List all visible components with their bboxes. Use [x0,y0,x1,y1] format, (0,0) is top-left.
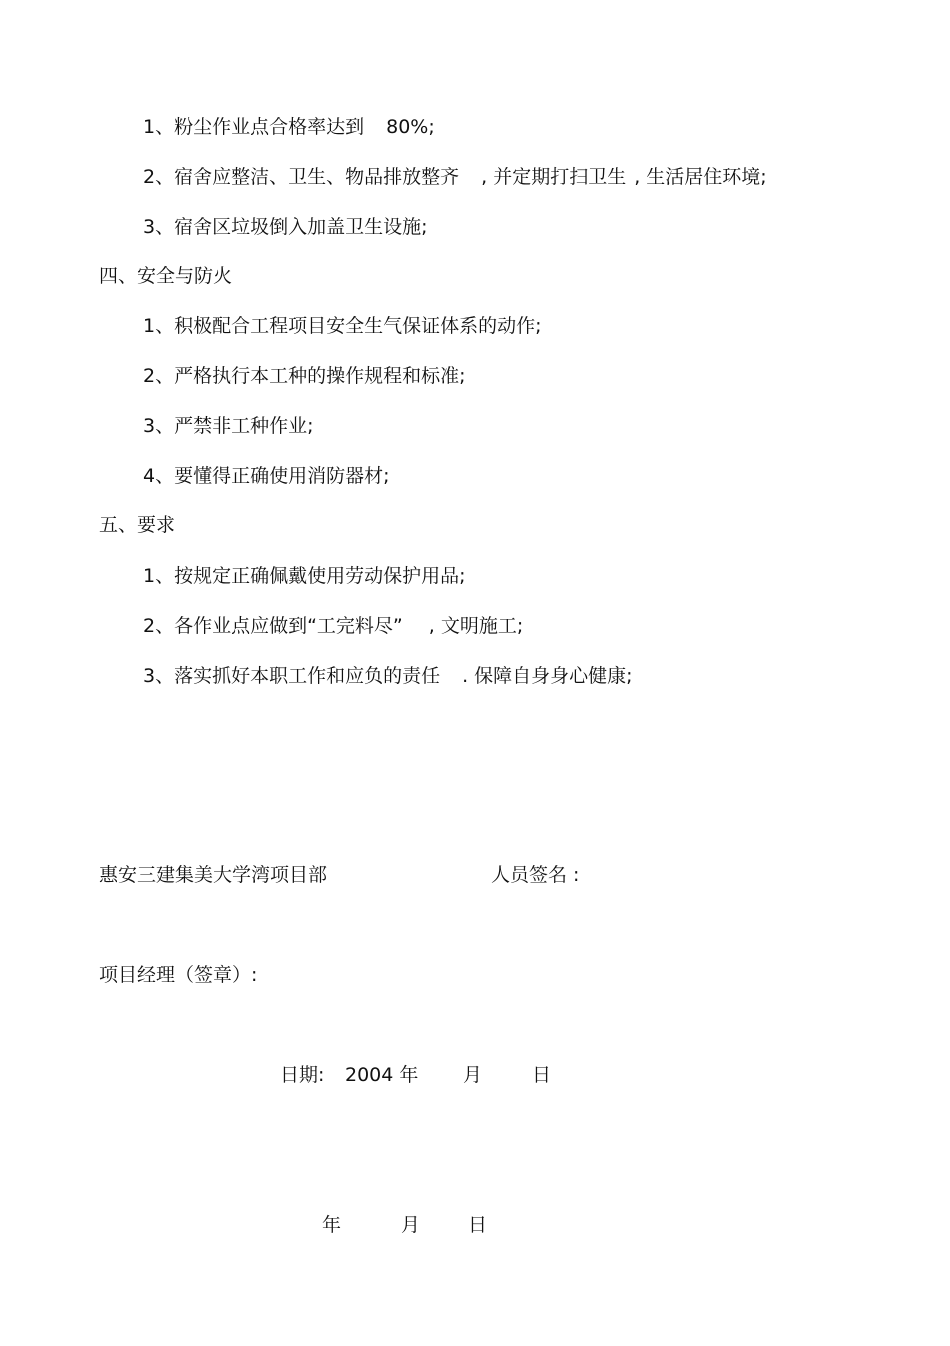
blank-date-day: 日 [468,1214,488,1236]
list-item [143,614,523,638]
list-item-dormitory-clean [143,165,767,189]
item-text-3: , 生活居住环境; [634,166,767,188]
blank-date-year: 年 [322,1214,342,1236]
date-label: 日期: [280,1064,325,1086]
item-text: 2、各作业点应做到“工完料尽” [143,615,403,637]
item-number: 2、 [143,166,175,188]
list-item: 1、积极配合工程项目安全生气保证体系的动作; [143,315,542,337]
list-item-dormitory-garbage [143,215,428,239]
item-text: 宿舍应整洁、卫生、物品排放整齐 [174,166,460,188]
list-item [143,564,466,588]
item-text-2: . 保障自身身心健康; [462,665,633,687]
item-text: 粉尘作业点合格率达到 [174,116,365,138]
item-number: 1、 [143,116,175,138]
list-item [143,664,633,688]
project-manager-signature-label: 项目经理（签章）: [99,964,258,986]
date-month: 月 [463,1064,483,1086]
list-item: 4、要懂得正确使用消防器材; [143,465,390,487]
section-heading-requirements: 五、要求 [99,514,176,536]
item-text: 1、按规定正确佩戴使用劳动保护用品; [143,565,466,587]
date-year: 2004 年 [345,1064,419,1086]
item-number: 3、 [143,216,175,238]
list-item-dust-rate [143,115,435,139]
blank-date-month: 月 [401,1214,421,1236]
list-item: 2、严格执行本工种的操作规程和标准; [143,365,466,387]
item-text: 宿舍区垃圾倒入加盖卫生设施; [174,216,428,238]
item-text-2: , 文明施工; [428,615,524,637]
section-heading-safety: 四、安全与防火 [99,265,233,287]
date-day: 日 [532,1064,552,1086]
staff-signature-label: 人员签名 : [491,864,580,886]
item-value: 80%; [386,116,435,138]
item-text-2: , 并定期打扫卫生 [481,166,627,188]
item-text: 3、落实抓好本职工作和应负的责任 [143,665,441,687]
organization-name: 惠安三建集美大学湾项目部 [99,864,328,886]
list-item: 3、严禁非工种作业; [143,415,314,437]
